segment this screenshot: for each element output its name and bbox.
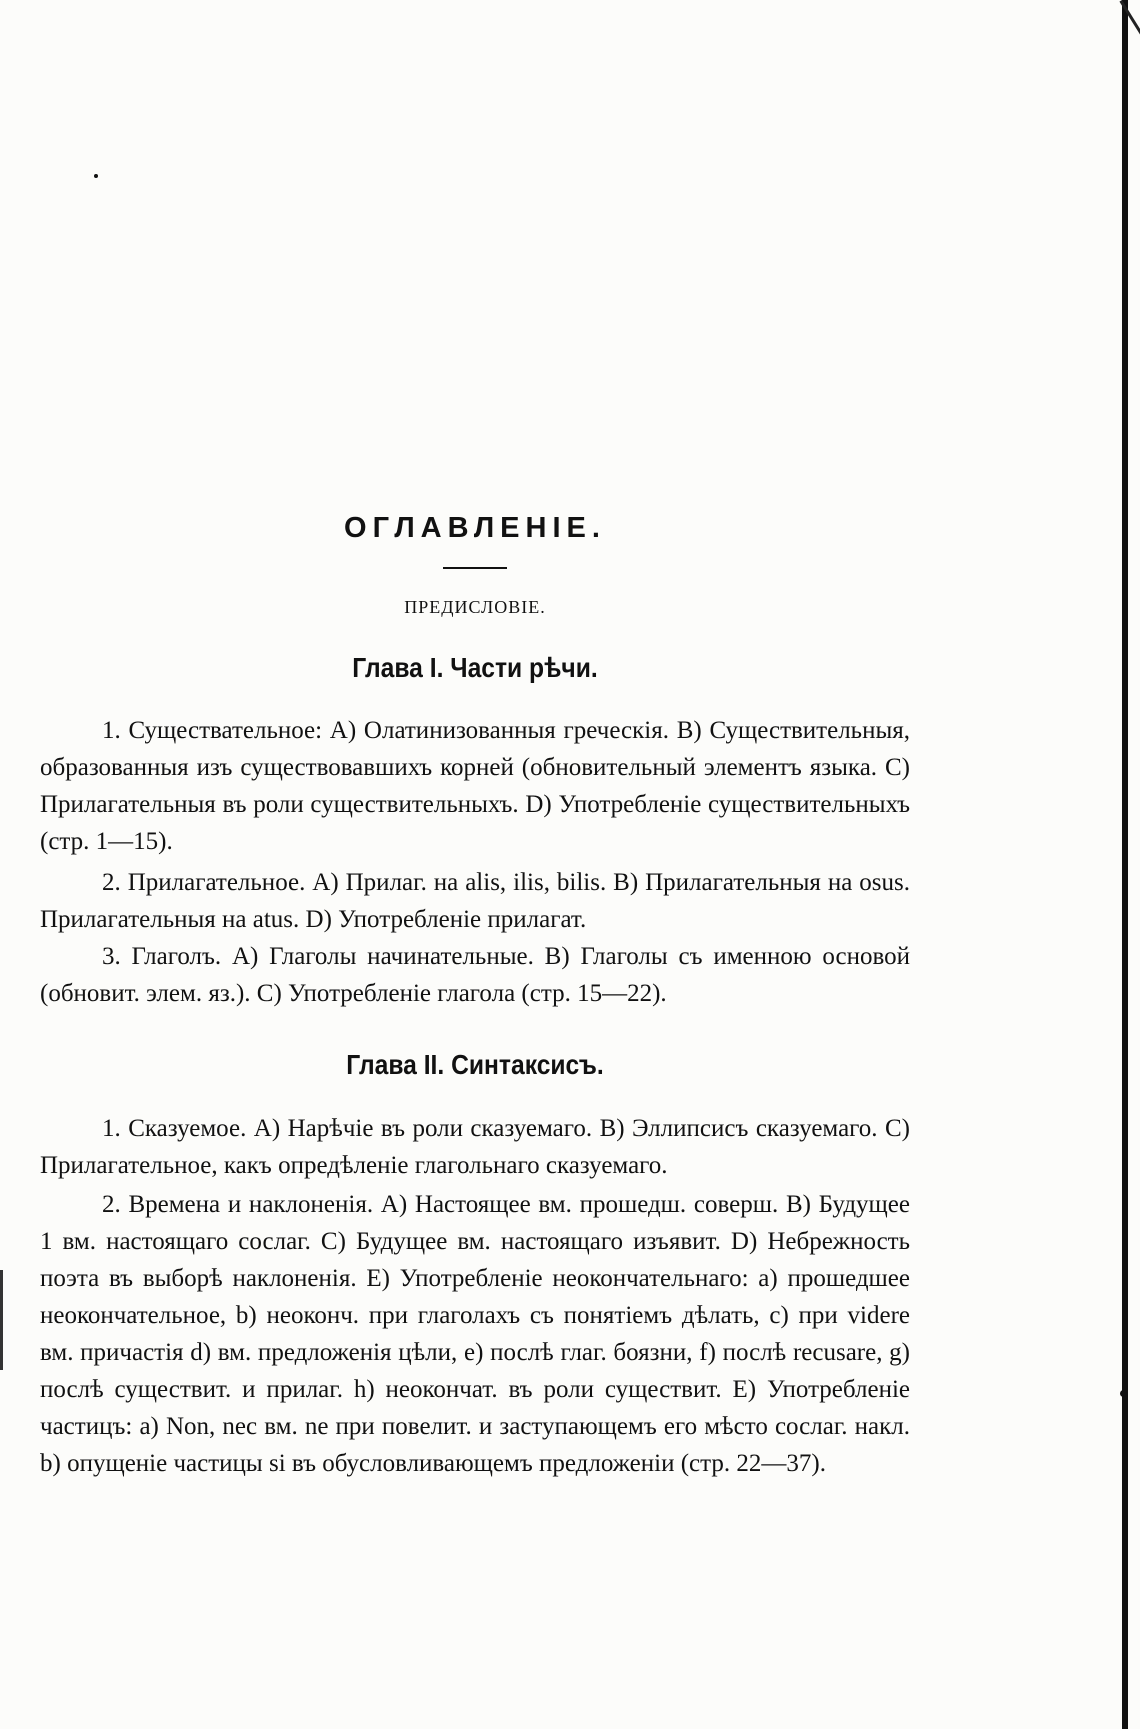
scan-edge-border [1122, 0, 1128, 1729]
chapter-1-section-3: 3. Глаголъ. A) Глаголы начинательные. B) Глаголы съ именною основой (обновит. элем. яз.). C) Употребленіе глагола (стр. 15—22). [40, 943, 910, 1007]
preface-entry: ПРЕДИСЛОВІЕ. [404, 597, 546, 617]
chapter-2-section-1: 1. Сказуемое. A) Нарѣчіе въ роли сказуемаго. B) Эллипсисъ сказуемаго. C) Прилагательное, какъ опредѣленіе глагольнаго сказуемаго. [40, 1115, 910, 1179]
page-title: ОГЛАВЛЕНІЕ. [344, 512, 606, 544]
chapter-2-heading: Глава II. Синтаксисъ. [346, 1049, 604, 1080]
title-divider [443, 567, 507, 569]
chapter-2-section-2: 2. Времена и наклоненія. A) Настоящее вм. прошедш. соверш. B) Будущее 1 вм. настоящаго сослаг. C) Будущее вм. настоящаго изъявит. D) Небрежность поэта въ выборѣ наклоненія. E) Употребленіе неокончательнаго: a) прошедшее неокончательное, b) неоконч. при глаголахъ съ понятіемъ дѣлать, c) при videre вм. причастія d) вм. предложенія цѣли, e) послѣ глаг. боязни, f) послѣ recusare, g) послѣ существит. и прилаг. h) неокончат. въ роли существит. E) Употребленіе частицъ: a) Non, nec вм. ne при повелит. и заступающемъ его мѣсто сослаг. накл. b) опущеніе частицы si въ обусловливающемъ предложеніи (стр. 22—37). [40, 1191, 910, 1477]
scan-speck [1120, 1390, 1127, 1397]
chapter-1-heading: Глава I. Части рѣчи. [352, 652, 598, 683]
chapter-1-section-1: 1. Существательное: A) Олатинизованныя греческія. B) Существительныя, образованныя изъ существовавшихъ корней (обновительный элементъ языка. C) Прилагательныя въ роли существительныхъ. D) Употребленіе существительныхъ (стр. 1—15). [40, 717, 910, 855]
scan-margin-mark [0, 1270, 3, 1370]
scan-speck [94, 174, 98, 178]
chapter-1-section-2: 2. Прилагательное. A) Прилаг. на alis, ilis, bilis. B) Прилагательныя на osus. Прилагательныя на atus. D) Употребленіе прилагат. [40, 869, 910, 933]
